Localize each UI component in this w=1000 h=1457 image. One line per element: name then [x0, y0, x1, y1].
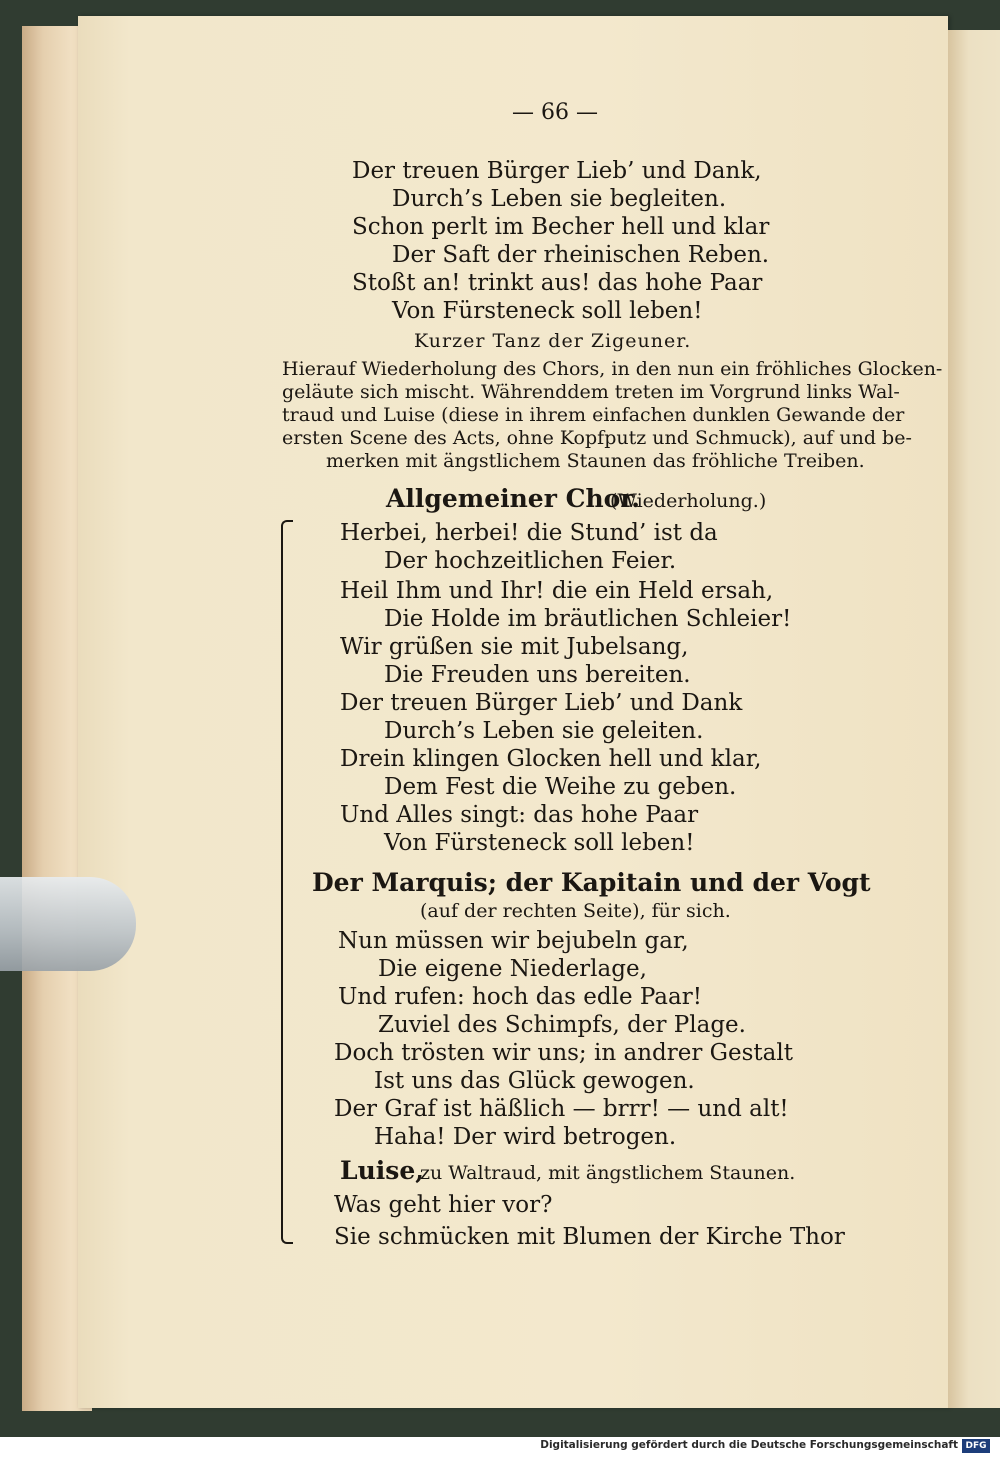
stage-direction-line: traud und Luise (diese in ihrem einfachen dunklen Gewande der	[282, 404, 905, 426]
stage-direction-line: merken mit ängstlichem Staunen das fröhliche Treiben.	[326, 450, 865, 472]
stage-direction-line: ersten Scene des Acts, ohne Kopfputz und Schmuck), auf und be-	[282, 427, 912, 449]
verse-line: Haha! Der wird betrogen.	[374, 1124, 677, 1150]
verse-line: Ist uns das Glück gewogen.	[374, 1068, 695, 1094]
page-number: — 66 —	[512, 100, 598, 125]
footer-credit: Digitalisierung gefördert durch die Deutsche Forschungsgemeinschaft	[540, 1439, 958, 1451]
verse-line: Und Alles singt: das hohe Paar	[340, 802, 699, 828]
verse-line: Schon perlt im Becher hell und klar	[352, 214, 770, 240]
chorus-bracket	[281, 520, 293, 1244]
stage-direction-line: geläute sich mischt. Währenddem treten im Vorgrund links Wal-	[282, 381, 900, 403]
verse-line: Drein klingen Glocken hell und klar,	[340, 746, 762, 772]
verse-line: Die eigene Niederlage,	[378, 956, 647, 982]
verse-line: Und rufen: hoch das edle Paar!	[338, 984, 702, 1010]
verse-line: Von Fürsteneck soll leben!	[384, 830, 695, 856]
verse-line: Durch’s Leben sie begleiten.	[392, 186, 727, 212]
stage-heading: Kurzer Tanz der Zigeuner.	[414, 330, 692, 352]
verse-line: Die Freuden uns bereiten.	[384, 662, 691, 688]
stage-direction-line: Hierauf Wiederholung des Chors, in den nun ein fröhliches Glocken-	[282, 358, 943, 380]
verse-line: Durch’s Leben sie geleiten.	[384, 718, 704, 744]
verse-line: Der treuen Bürger Lieb’ und Dank,	[352, 158, 762, 184]
marquis-heading: Der Marquis; der Kapitain und der Vogt	[312, 868, 871, 897]
verse-line: Herbei, herbei! die Stund’ ist da	[340, 520, 718, 546]
verse-line: Zuviel des Schimpfs, der Plage.	[378, 1012, 746, 1038]
verse-line: Nun müssen wir bejubeln gar,	[338, 928, 689, 954]
luise-note: zu Waltraud, mit ängstlichem Staunen.	[420, 1162, 796, 1184]
verse-line: Stoßt an! trinkt aus! das hohe Paar	[352, 270, 763, 296]
verse-line: Die Holde im bräutlichen Schleier!	[384, 606, 792, 632]
luise-heading: Luise,	[340, 1156, 424, 1185]
page-tab-marker	[0, 877, 136, 971]
verse-line: Wir grüßen sie mit Jubelsang,	[340, 634, 689, 660]
verse-line: Doch trösten wir uns; in andrer Gestalt	[334, 1040, 793, 1066]
verse-line: Von Fürsteneck soll leben!	[392, 298, 703, 324]
verse-line: Der Saft der rheinischen Reben.	[392, 242, 770, 268]
verse-line: Der treuen Bürger Lieb’ und Dank	[340, 690, 743, 716]
verse-line: Heil Ihm und Ihr! die ein Held ersah,	[340, 578, 774, 604]
chor-heading: Allgemeiner Chor.	[386, 484, 640, 513]
marquis-note: (auf der rechten Seite), für sich.	[420, 900, 731, 922]
verse-line: Der Graf ist häßlich — brrr! — und alt!	[334, 1096, 789, 1122]
verse-line: Was geht hier vor?	[334, 1192, 553, 1218]
verse-line: Dem Fest die Weihe zu geben.	[384, 774, 737, 800]
verse-line: Sie schmücken mit Blumen der Kirche Thor	[334, 1224, 845, 1250]
dfg-logo: DFG	[962, 1439, 990, 1453]
verse-line: Der hochzeitlichen Feier.	[384, 548, 677, 574]
chor-note: (Wiederholung.)	[610, 490, 767, 512]
